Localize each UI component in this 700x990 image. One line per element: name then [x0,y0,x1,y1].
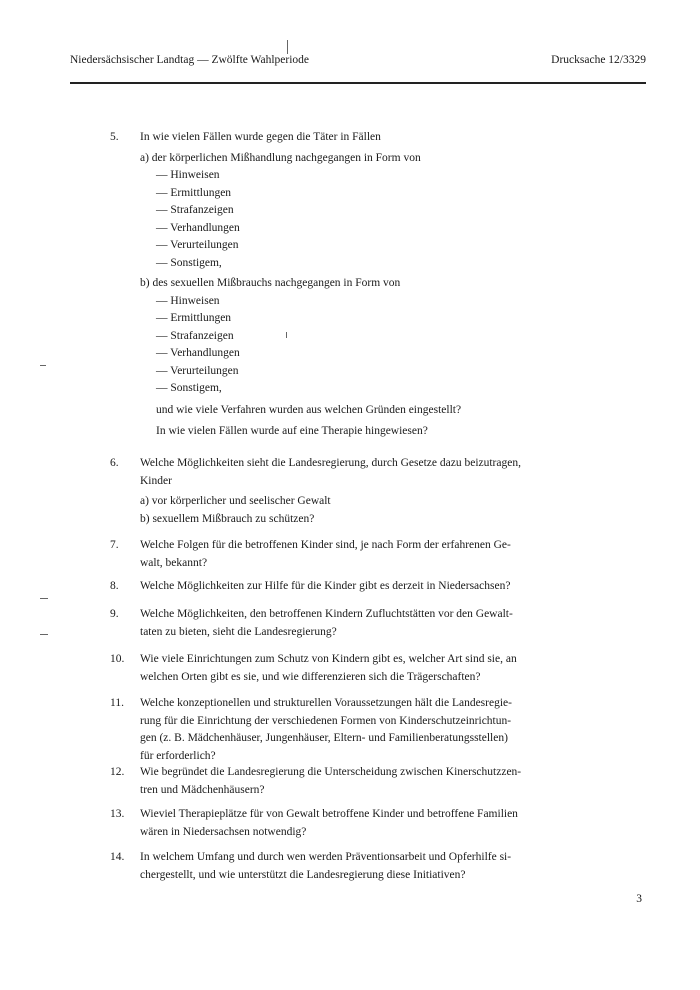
question-14 [110,849,550,884]
question-12 [110,764,550,799]
question-text: In welchem Umfang und durch wen werden Präventionsarbeit und Opferhilfe si- [140,851,512,863]
question-text: wären in Niedersachsen notwendig? [140,825,307,838]
list-item: — Hinweisen [156,294,220,307]
question-8 [110,578,550,596]
list-item: — Verhandlungen [156,347,240,359]
question-11 [110,695,550,765]
question-text: taten zu bieten, sieht die Landesregierung? [140,625,337,638]
page-number: 3 [636,893,642,905]
question-number: 7. [110,539,119,551]
question-13 [110,806,550,841]
list-item: — Verurteilungen [156,364,239,377]
question-6 [110,455,550,528]
question-10 [110,651,550,686]
question-text: welchen Orten gibt es sie, und wie differenzieren sich die Trägerschaften? [140,670,481,683]
question-number: 10. [110,653,125,665]
question-7 [110,537,550,572]
sub-item-a: a) vor körperlicher und seelischer Gewalt [140,495,331,507]
question-number: 11. [110,697,124,709]
question-text: Wie viele Einrichtungen zum Schutz von Kindern gibt es, welcher Art sind sie, an [140,653,517,665]
question-text: Welche konzeptionellen und strukturellen Voraussetzungen hält die Landesregie- [140,697,512,709]
scan-speck [40,365,46,366]
question-number: 8. [110,580,119,592]
question-text: für erforderlich? [140,749,216,762]
list-item: — Strafanzeigen [156,329,234,342]
header-rule [70,82,646,84]
question-text: In wie vielen Fällen wurde gegen die Täter in Fällen [140,131,381,143]
follow-up-text: In wie vielen Fällen wurde auf eine Therapie hingewiesen? [156,425,428,437]
list-item: — Ermittlungen [156,312,232,324]
header-right: Drucksache 12/3329 [551,54,646,66]
question-text: walt, bekannt? [140,556,208,569]
follow-up-text: und wie viele Verfahren wurden aus welchen Gründen eingestellt? [156,403,462,416]
question-text: chergestellt, und wie unterstützt die Landesregierung diese Initiativen? [140,868,466,881]
header-left: Niedersächsischer Landtag — Zwölfte Wahlperiode [70,54,309,66]
question-text: Welche Folgen für die betroffenen Kinder sind, je nach Form der erfahrenen Ge- [140,539,511,551]
scan-speck [40,598,48,599]
question-text: tren und Mädchenhäusern? [140,783,265,796]
list-item: — Ermittlungen [156,186,232,199]
question-number: 13. [110,808,125,820]
question-text: Kinder [140,474,172,487]
sub-item-b: b) des sexuellen Mißbrauchs nachgegangen in Form von [140,277,401,289]
list-item: — Hinweisen [156,169,220,181]
question-number: 9. [110,608,119,620]
scan-speck [287,40,288,54]
sub-item-a: a) der körperlichen Mißhandlung nachgegangen in Form von [140,151,421,164]
question-9 [110,606,550,641]
question-text: Welche Möglichkeiten zur Hilfe für die Kinder gibt es derzeit in Niedersachsen? [140,580,511,592]
question-text: Wieviel Therapieplätze für von Gewalt betroffene Kinder und betroffene Familien [140,808,518,820]
list-item: — Strafanzeigen [156,204,234,216]
list-item: — Sonstigem, [156,256,222,269]
question-number: 5. [110,131,119,143]
question-number: 14. [110,851,125,863]
scan-speck [40,634,48,635]
list-item: — Verurteilungen [156,239,239,251]
question-number: 6. [110,457,119,469]
list-item: — Verhandlungen [156,221,240,234]
sub-item-b: b) sexuellem Mißbrauch zu schützen? [140,512,315,525]
question-5 [110,129,550,441]
list-item: — Sonstigem, [156,382,222,394]
question-text: Welche Möglichkeiten sieht die Landesregierung, durch Gesetze dazu beizutragen, [140,457,521,469]
question-text: Welche Möglichkeiten, den betroffenen Kindern Zufluchtstätten vor den Gewalt- [140,608,513,620]
question-number: 12. [110,766,125,778]
question-text: gen (z. B. Mädchenhäuser, Jungenhäuser, Eltern- und Familienberatungsstellen) [140,732,508,744]
question-text: rung für die Einrichtung der verschiedenen Formen von Kinderschutzeinrichtun- [140,714,512,727]
question-text: Wie begründet die Landesregierung die Unterscheidung zwischen Kinerschutzzen- [140,766,522,778]
